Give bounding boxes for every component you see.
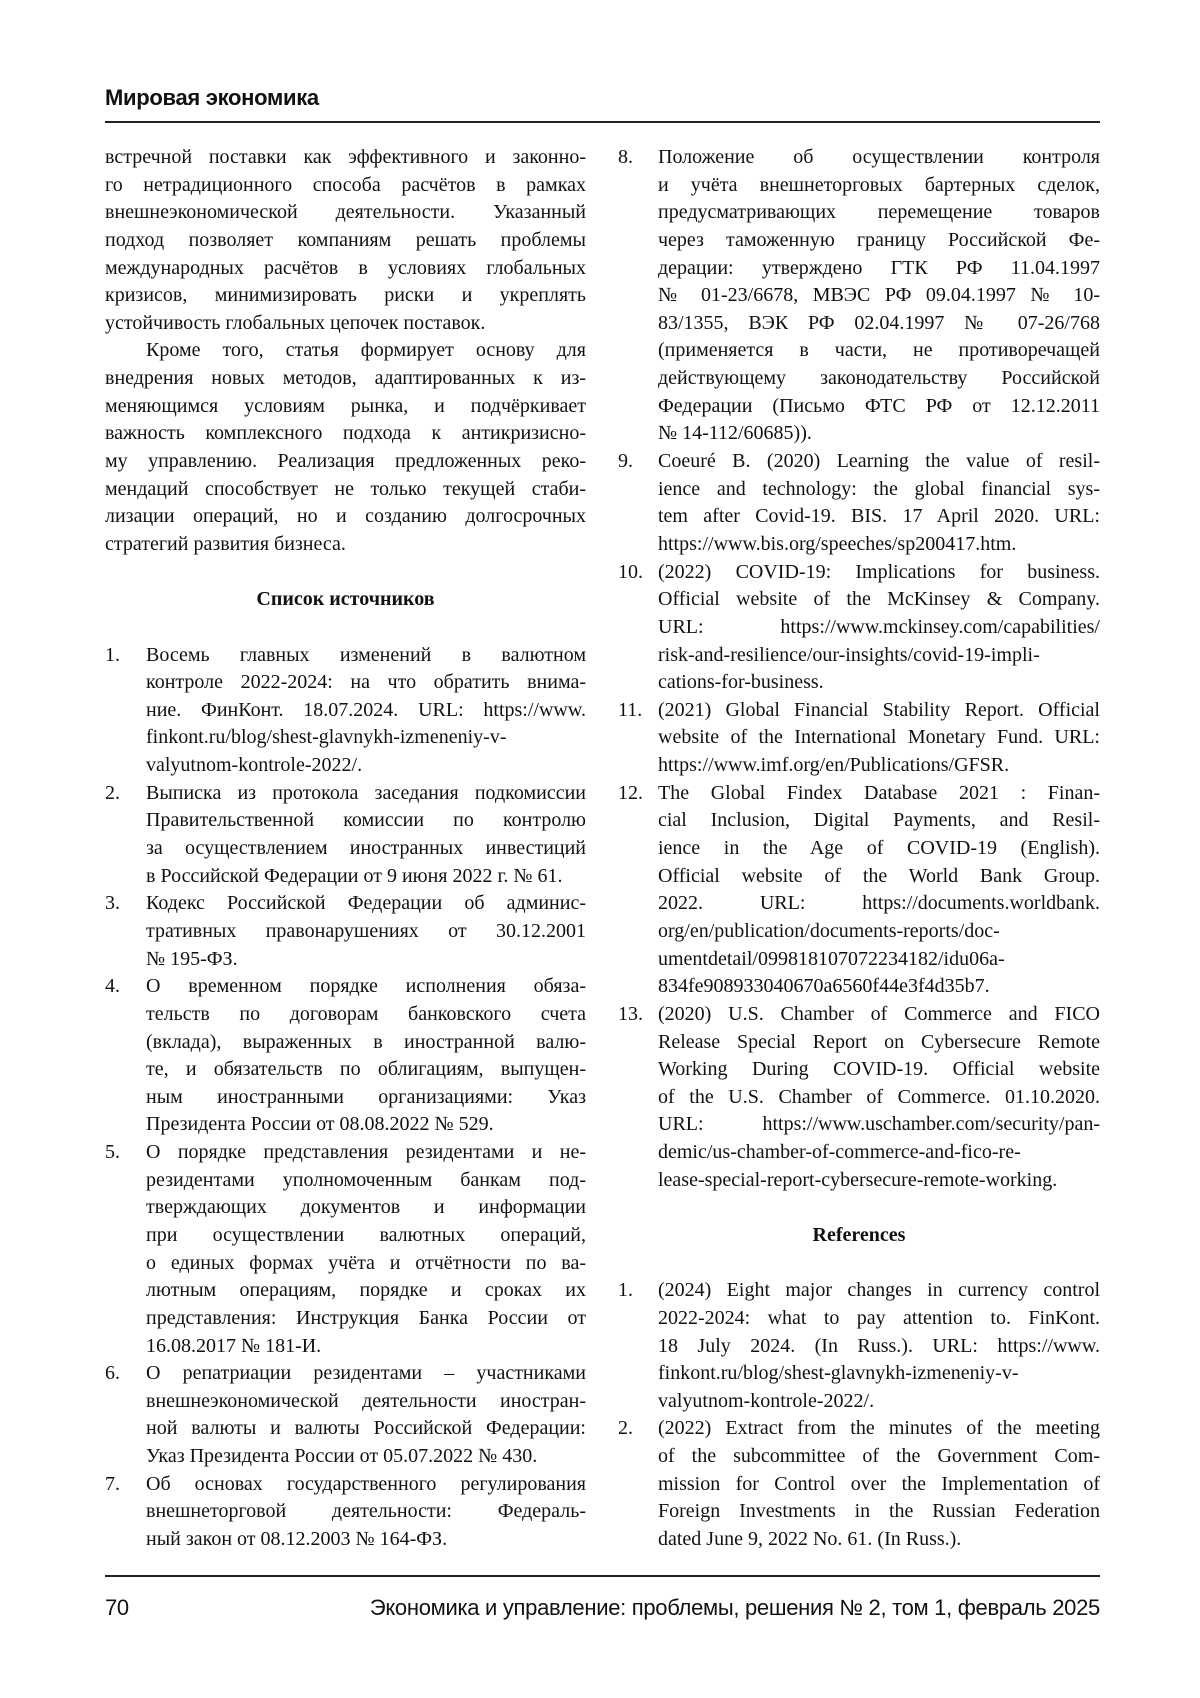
- text-line: Восемь главных изменений в валютном: [146, 642, 586, 670]
- text-line: Кроме того, статья формирует основу для: [105, 337, 586, 365]
- text-line: Working During COVID-19. Official website: [658, 1056, 1100, 1084]
- text-line: внешнеэкономической деятельности. Указанный: [105, 199, 586, 227]
- reference-item: [618, 780, 1100, 1001]
- text-line: Положение об осуществлении контроля: [658, 144, 1100, 172]
- text-line: ный закон от 08.12.2003 № 164-ФЗ.: [146, 1526, 586, 1554]
- text-line: внешнеэкономической деятельности иностран-: [146, 1388, 586, 1416]
- text-line: 2022. URL: https://documents.worldbank.: [658, 890, 1100, 918]
- text-line: Указ Президента России от 05.07.2022 № 430.: [146, 1443, 586, 1471]
- text-line: Кодекс Российской Федерации об админис-: [146, 890, 586, 918]
- text-line: mission for Control over the Implementation of: [658, 1471, 1100, 1499]
- text-line: Президента России от 08.08.2022 № 529.: [146, 1111, 586, 1139]
- text-line: ience in the Age of COVID-19 (English).: [658, 835, 1100, 863]
- reference-item: [618, 448, 1100, 559]
- spacer: [618, 1194, 1100, 1222]
- text-line: website of the International Monetary Fund. URL:: [658, 724, 1100, 752]
- text-line: Official website of the McKinsey & Company.: [658, 586, 1100, 614]
- reference-number: 7.: [105, 1471, 120, 1499]
- journal-title: Экономика и управление: проблемы, решения № 2, том 1, февраль 2025: [370, 1594, 1100, 1622]
- text-line: Об основах государственного регулирования: [146, 1471, 586, 1499]
- reference-number: 9.: [618, 448, 633, 476]
- text-line: (2022) Extract from the minutes of the meeting: [658, 1415, 1100, 1443]
- reference-item: [618, 559, 1100, 697]
- text-line: lease-special-report-cybersecure-remote-working.: [658, 1167, 1100, 1195]
- reference-number: 5.: [105, 1139, 120, 1167]
- text-line: предусматривающих перемещение товаров: [658, 199, 1100, 227]
- text-line: встречной поставки как эффективного и законно-: [105, 144, 586, 172]
- text-line: URL: https://www.mckinsey.com/capabilities/: [658, 614, 1100, 642]
- reference-item: [105, 1471, 586, 1554]
- text-line: те, и обязательств по облигациям, выпущен-: [146, 1056, 586, 1084]
- text-line: представления: Инструкция Банка России от: [146, 1305, 586, 1333]
- text-line: (2022) COVID-19: Implications for business.: [658, 559, 1100, 587]
- text-line: https://www.imf.org/en/Publications/GFSR.: [658, 752, 1100, 780]
- text-line: лизации операций, но и созданию долгосрочных: [105, 503, 586, 531]
- footer-divider: [105, 1575, 1100, 1577]
- text-line: тельств по договорам банковского счета: [146, 1001, 586, 1029]
- text-line: 83/1355, ВЭК РФ 02.04.1997 № 07-26/768: [658, 310, 1100, 338]
- text-line: внешнеторговой деятельности: Федераль-: [146, 1498, 586, 1526]
- text-line: мендаций способствует не только текущей стаби-: [105, 476, 586, 504]
- text-line: за осуществлением иностранных инвестиций: [146, 835, 586, 863]
- text-line: (2021) Global Financial Stability Report. Official: [658, 697, 1100, 725]
- text-line: The Global Findex Database 2021 : Finan-: [658, 780, 1100, 808]
- spacer: [105, 614, 586, 642]
- text-line: и учёта внешнеторговых бартерных сделок,: [658, 172, 1100, 200]
- sources-heading: Список источников: [105, 586, 586, 614]
- text-line: внедрения новых методов, адаптированных к из-: [105, 365, 586, 393]
- text-line: dated June 9, 2022 No. 61. (In Russ.).: [658, 1526, 1100, 1554]
- text-line: (2024) Eight major changes in currency control: [658, 1277, 1100, 1305]
- reference-number: 12.: [618, 780, 643, 808]
- text-line: № 195-ФЗ.: [146, 946, 586, 974]
- reference-item: [618, 1277, 1100, 1415]
- text-line: of the subcommittee of the Government Com-: [658, 1443, 1100, 1471]
- text-line: (применяется в части, не противоречащей: [658, 337, 1100, 365]
- reference-item: [618, 697, 1100, 780]
- reference-number: 4.: [105, 973, 120, 1001]
- text-line: cial Inclusion, Digital Payments, and Resil-: [658, 807, 1100, 835]
- reference-number: 2.: [105, 780, 120, 808]
- section-title: Мировая экономика: [105, 84, 319, 112]
- reference-item: [105, 973, 586, 1139]
- text-line: ience and technology: the global financial sys-: [658, 476, 1100, 504]
- text-line: через таможенную границу Российской Фе-: [658, 227, 1100, 255]
- text-line: О репатриации резидентами – участниками: [146, 1360, 586, 1388]
- text-line: finkont.ru/blog/shest-glavnykh-izmeneniy-v-: [146, 724, 586, 752]
- reference-number: 2.: [618, 1415, 633, 1443]
- text-line: 16.08.2017 № 181-И.: [146, 1333, 586, 1361]
- text-line: о единых формах учёта и отчётности по ва-: [146, 1250, 586, 1278]
- text-line: umentdetail/099818107072234182/idu06a-: [658, 946, 1100, 974]
- reference-number: 8.: [618, 144, 633, 172]
- text-line: меняющимся условиям рынка, и подчёркивает: [105, 393, 586, 421]
- reference-number: 6.: [105, 1360, 120, 1388]
- header-divider: [105, 121, 1100, 123]
- text-line: го нетрадиционного способа расчётов в рамках: [105, 172, 586, 200]
- reference-number: 3.: [105, 890, 120, 918]
- text-line: demic/us-chamber-of-commerce-and-fico-re-: [658, 1139, 1100, 1167]
- text-line: (вклада), выраженных в иностранной валю-: [146, 1029, 586, 1057]
- text-line: тративных правонарушениях от 30.12.2001: [146, 918, 586, 946]
- reference-number: 10.: [618, 559, 643, 587]
- page-number: 70: [105, 1594, 129, 1622]
- text-line: Федерации (Письмо ФТС РФ от 12.12.2011: [658, 393, 1100, 421]
- text-line: кризисов, минимизировать риски и укреплять: [105, 282, 586, 310]
- text-line: risk-and-resilience/our-insights/covid-19-impli-: [658, 642, 1100, 670]
- text-line: устойчивость глобальных цепочек поставок.: [105, 310, 586, 338]
- reference-item: [105, 890, 586, 973]
- spacer: [105, 559, 586, 587]
- spacer: [618, 1250, 1100, 1278]
- text-line: резидентами уполномоченным банкам под-: [146, 1167, 586, 1195]
- text-line: Foreign Investments in the Russian Federation: [658, 1498, 1100, 1526]
- reference-number: 13.: [618, 1001, 643, 1029]
- text-line: 2022-2024: what to pay attention to. FinKont.: [658, 1305, 1100, 1333]
- text-line: му управлению. Реализация предложенных реко-: [105, 448, 586, 476]
- reference-item: [618, 144, 1100, 448]
- text-line: стратегий развития бизнеса.: [105, 531, 586, 559]
- text-line: ной валюты и валюты Российской Федерации:: [146, 1415, 586, 1443]
- text-line: Official website of the World Bank Group.: [658, 863, 1100, 891]
- text-line: org/en/publication/documents-reports/doc-: [658, 918, 1100, 946]
- reference-item: [105, 780, 586, 891]
- text-line: 834fe908933040670a6560f44e3f4d35b7.: [658, 973, 1100, 1001]
- body-paragraph: [105, 337, 586, 558]
- reference-item: [618, 1001, 1100, 1194]
- reference-item: [105, 642, 586, 780]
- text-line: Coeuré B. (2020) Learning the value of resil-: [658, 448, 1100, 476]
- text-line: tem after Covid-19. BIS. 17 April 2020. URL:: [658, 503, 1100, 531]
- text-line: № 14-112/60685)).: [658, 420, 1100, 448]
- text-line: Release Special Report on Cybersecure Remote: [658, 1029, 1100, 1057]
- left-column: [105, 144, 586, 1554]
- text-line: лютным операциям, порядке и сроках их: [146, 1277, 586, 1305]
- text-line: подход позволяет компаниям решать проблемы: [105, 227, 586, 255]
- text-line: в Российской Федерации от 9 июня 2022 г. № 61.: [146, 863, 586, 891]
- text-line: URL: https://www.uschamber.com/security/pan-: [658, 1111, 1100, 1139]
- text-line: Правительственной комиссии по контролю: [146, 807, 586, 835]
- body-paragraph: [105, 144, 586, 337]
- text-line: of the U.S. Chamber of Commerce. 01.10.2020.: [658, 1084, 1100, 1112]
- text-line: контроле 2022-2024: на что обратить внима-: [146, 669, 586, 697]
- text-line: важность комплексного подхода к антикризисно-: [105, 420, 586, 448]
- reference-item: [105, 1360, 586, 1471]
- text-line: О порядке представления резидентами и не-: [146, 1139, 586, 1167]
- text-line: действующему законодательству Российской: [658, 365, 1100, 393]
- text-line: valyutnom-kontrole-2022/.: [658, 1388, 1100, 1416]
- text-line: тверждающих документов и информации: [146, 1194, 586, 1222]
- text-line: cations-for-business.: [658, 669, 1100, 697]
- text-line: 18 July 2024. (In Russ.). URL: https://www.: [658, 1333, 1100, 1361]
- text-line: дерации: утверждено ГТК РФ 11.04.1997: [658, 255, 1100, 283]
- right-column: [618, 144, 1100, 1554]
- reference-item: [618, 1415, 1100, 1553]
- text-line: ным иностранными организациями: Указ: [146, 1084, 586, 1112]
- reference-number: 1.: [105, 642, 120, 670]
- text-line: О временном порядке исполнения обяза-: [146, 973, 586, 1001]
- reference-number: 11.: [618, 697, 642, 725]
- text-line: finkont.ru/blog/shest-glavnykh-izmeneniy-v-: [658, 1360, 1100, 1388]
- text-line: Выписка из протокола заседания подкомиссии: [146, 780, 586, 808]
- text-line: № 01-23/6678, МВЭС РФ 09.04.1997 № 10-: [658, 282, 1100, 310]
- reference-number: 1.: [618, 1277, 633, 1305]
- text-line: https://www.bis.org/speeches/sp200417.htm.: [658, 531, 1100, 559]
- text-line: (2020) U.S. Chamber of Commerce and FICO: [658, 1001, 1100, 1029]
- references-heading: References: [618, 1222, 1100, 1250]
- reference-item: [105, 1139, 586, 1360]
- text-line: ние. ФинКонт. 18.07.2024. URL: https://www.: [146, 697, 586, 725]
- text-line: международных расчётов в условиях глобальных: [105, 255, 586, 283]
- text-line: при осуществлении валютных операций,: [146, 1222, 586, 1250]
- text-line: valyutnom-kontrole-2022/.: [146, 752, 586, 780]
